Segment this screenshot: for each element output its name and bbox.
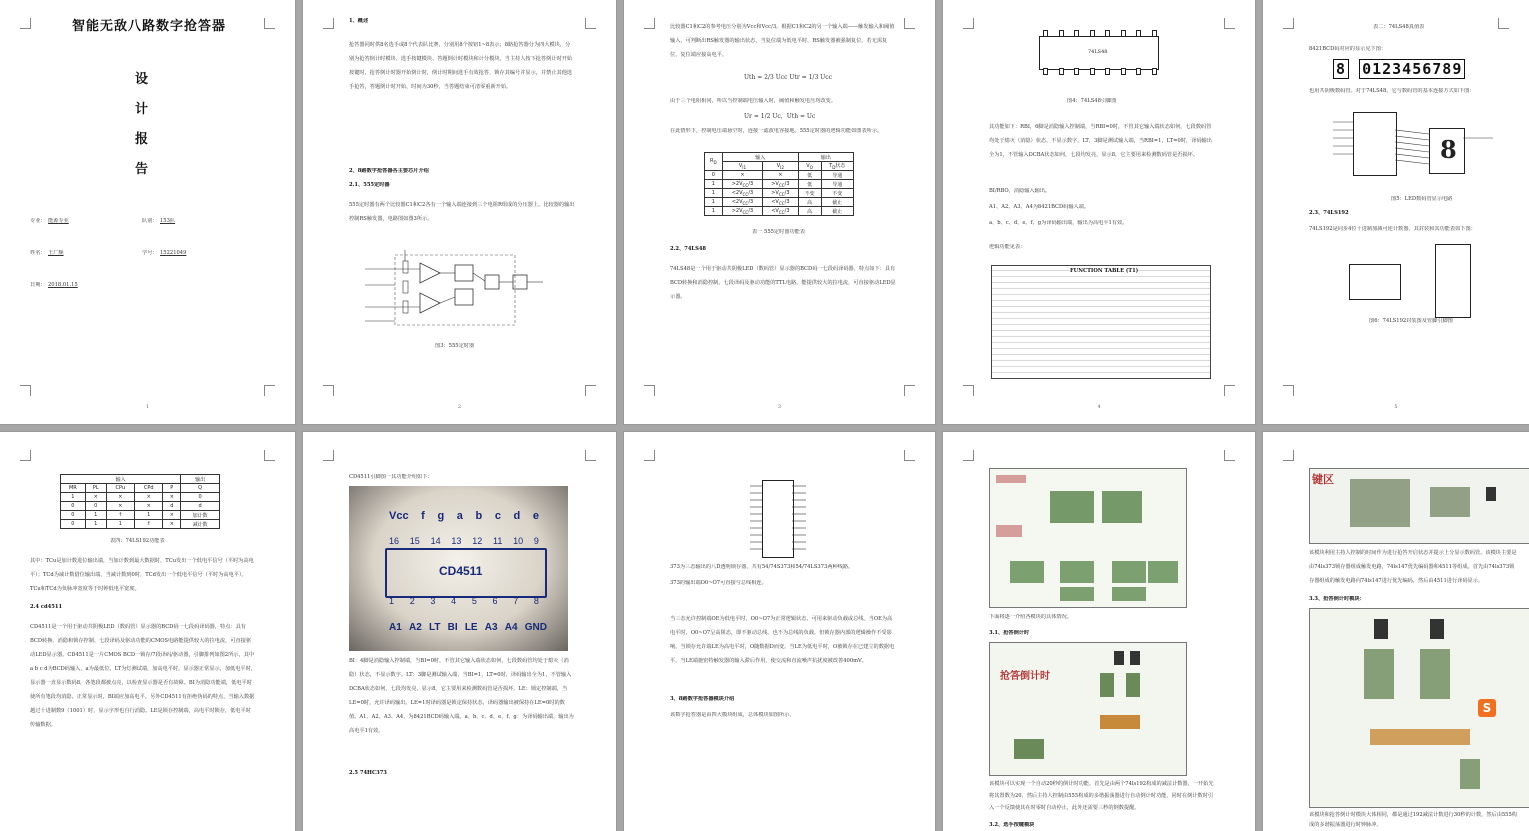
corner-mark: [323, 385, 334, 396]
pin-label-top-4: a: [456, 510, 463, 522]
heading-3-2: 3.2、选手按键模块: [989, 822, 1035, 828]
chip-label: CD4511: [439, 564, 483, 578]
pin-labels-bottom: [389, 622, 547, 633]
heading-overview: 1、概述: [349, 18, 369, 24]
name-label: 姓名：: [30, 250, 46, 256]
page-number: 5: [1394, 404, 1398, 410]
team-value: 153队: [160, 218, 176, 224]
heading-cd4511: 2.4 cd4511: [30, 604, 63, 610]
corner-mark: [1283, 385, 1294, 396]
text-cd4511: CD4511是一个用于驱动共阴极LED（数码管）显示器的BCD码一七段码译码器，特点：具有BCD转换、消隐和锁存控制、七段译码及驱动功能的CMOS电路能提供较大的拉电流，可直接驱动LED显示器。CD4511是一片CMOS BCD一锁存/7段译码/驱动器，引脚排列如图2所示，其中a b c d为BCD码输入，a为最低位。LT为灯测试端，加高电平时，显示器正常显示，加低电平时，显示器一直显示数码8，各笔段都被点亮，以检查显示器是否有故障。BI为消隐功能端，低电平时使所有笔段均消隐，正常显示时，BI端应加高电平。另外CD4511有拒绝伪码的特点，当输入数据越过十进制数9（1001）时，显示字形也自行消隐。LE是锁存控制端，高电平时锁存，低电平时传输数据。: [30, 624, 256, 728]
page-8[interactable]: [624, 432, 935, 831]
bullet-2: A1、A2、A3、A4为8421BCD码输入端。: [989, 204, 1090, 210]
pin-label-bottom-5: LE: [464, 622, 478, 633]
pin-label-top-1: Vcc: [389, 510, 409, 522]
page-number: 3: [777, 404, 782, 410]
heading-3-1: 3.1、抢答倒计时: [989, 630, 1030, 636]
page-1[interactable]: [0, 0, 295, 424]
pin-number-top-3: 14: [430, 536, 441, 546]
page-number: 4: [1097, 404, 1101, 410]
chip-pin-row: [1043, 30, 1157, 37]
circuit-555-diagram: [365, 245, 545, 335]
corner-mark: [264, 18, 275, 29]
page-6[interactable]: [0, 432, 295, 831]
cd4511-pin-text: CD4511引脚图一其功能介绍如下：: [349, 474, 433, 480]
pin-number-top-6: 11: [492, 536, 503, 546]
heading-74ls192: 2.3、74LS192: [1309, 210, 1349, 216]
pin-number-top-7: 10: [513, 536, 524, 546]
formula-1: Uth = 2/3 Ucc Utr = 1/3 Ucc: [744, 74, 832, 81]
heading-section-3: 3、8路数字抢答器模块介绍: [670, 696, 735, 702]
page-5[interactable]: [1263, 0, 1529, 424]
page-7[interactable]: [303, 432, 616, 831]
heading-section-2: 2、8路数字抢答器各主要芯片介绍: [349, 168, 429, 174]
74hc373-pins: [750, 480, 806, 558]
corner-mark: [1224, 385, 1235, 396]
pin-numbers-bottom: [389, 596, 539, 606]
pin-number-top-5: 12: [472, 536, 483, 546]
corner-mark: [1283, 18, 1294, 29]
mid-text: 由于三个电阻相同，所以当控制端电压输入时，阈值和触发电压均改变。: [670, 98, 837, 104]
corner-mark: [1224, 18, 1235, 29]
bullet-3: a、b、c、d、e、f、g为译码输出端，输出为高电平1有效。: [989, 220, 1128, 226]
pin-number-top-8: 9: [533, 536, 539, 546]
figure-3-caption: 图3：555定时器: [435, 343, 475, 349]
corner-mark: [963, 18, 974, 29]
74ls192-logic: [1435, 244, 1471, 318]
heading-74hc373: 2.5 74HC373: [349, 770, 387, 776]
chip-pin-row: [1043, 68, 1157, 75]
corner-mark: [20, 18, 31, 29]
text-74ls192: 74LS192是同步4位十进制加减可逆计数器，其封装和其功能表如下图：: [1309, 226, 1476, 232]
overview-text: 抢答器同时供8名选手或8个代表队比赛，分别用8个按钮1~8表示；8路抢答器分为四大模块，分别为抢答倒计时模块、选手按键模块、答题倒计时模块和计分模块。当主持人按下抢答倒计时开始按键时，抢答倒计时器开始倒计时，倒计时期间选手有效抢答，锁存其编号并显示，并禁止其他选手抢答，答题倒计时开始，时间为30秒，当答题结束可清零重新开始。: [349, 42, 573, 90]
page-number: 1: [145, 404, 150, 410]
module-intro: 下面将逐一介绍各模块的具体情况。: [989, 614, 1073, 620]
major-label: 专业：: [30, 218, 46, 224]
date-label: 日期：: [30, 282, 46, 288]
page-9[interactable]: [943, 432, 1255, 831]
pin-number-bottom-5: 5: [471, 596, 477, 606]
answer-countdown-text: 该模块和抢答倒计时模块大体相同，都是通过192减法计数进行30秒的计数，然后由555构成的多谐振荡器进行时钟脉冲。: [1309, 812, 1517, 828]
heading-555: 2.1、555定时器: [349, 182, 390, 188]
team-label: 队别：: [142, 218, 158, 224]
function-table-title: FUNCTION TABLE (T1): [1070, 268, 1139, 274]
table-4-caption: 表四：74LS192功能表: [110, 538, 165, 544]
answer-countdown-schematic: [1309, 608, 1529, 808]
corner-mark: [644, 385, 655, 396]
pin-label-top-2: f: [421, 510, 425, 522]
key-module-schematic: [1309, 468, 1529, 544]
pin-label-top-8: e: [532, 510, 539, 522]
corner-mark: [644, 18, 655, 29]
title-char-2: 计: [135, 102, 149, 117]
pin-label-top-3: g: [437, 510, 445, 522]
corner-mark: [585, 450, 596, 461]
cd4511-function-text: BI：4脚是消隐输入控制端，当BI=0时，不管其它输入端状态如何，七段数码管均处于熄灭（消隐）状态，不显示数字。LT：3脚是测试输入端，当BI=1，LT=0时，译码输出全为1，不管输入DCBA状态如何，七段均发亮，显示8。它主要用来检测数码管是否损坏。LE：锁定控制端，当LE=0时，允许译码输出。LE=1时译码器是锁定保持状态，译码器输出被保持在LE=0时的数值。A1、A2、A3、A4、为8421BCD码输入端。a、b、c、d、e、f、g：为译码输出端，输出为高电平1有效。: [349, 658, 574, 734]
title-char-3: 报: [135, 132, 149, 147]
counter-text: 其中：TCu是加计数进位输出端，当加计数到最大数据时，TCu发出一个低电平信号（平时为高电平）；TCd为减计数借位输出端，当减计数到0时，TCd发出一个低电平信号（平时为高电平）。TCu和TCd为负脉冲宽度等于时钟低电平宽度。: [30, 558, 254, 592]
corner-mark: [1224, 450, 1235, 461]
figure-5-caption: 图5：LED数码管显示电路: [1391, 196, 1453, 202]
heading-3-3: 3.3、抢答倒计时模块：: [1309, 596, 1365, 602]
top-text: 比较器C1和C2的参考电压分别为Vcc和Vcc/3。根据C1和C2的另一个输入端——触发输入和阈值输入，可判断出RS触发器的输出状态，当复位端为低电平时，RS触发器被强制复位，若无需复位，复位端应接高电平。: [670, 24, 895, 58]
heading-74ls48: 2.2、74LS48: [670, 246, 707, 252]
pin-number-top-4: 13: [451, 536, 462, 546]
key-module-text: 该模块利用主持人控制的时间作为进行抢答开启状态并提示上分显示数码管。该模块主要是由74ls373锁存器组成触发电路，74ls147优先编码器和4511等组成。首先由74ls373锁存器组成的触发电路向74ls147进行优先编码，然后由4511进行译码显示。: [1309, 550, 1517, 584]
function-text: 其功能如下：RBI，6脚是消隐输入控制端，当RBI=0时，不管其它输入端状态如何，七段数码管均处于熄灭（消隐）状态，不显示数字。LT，3脚是测试输入端，当RBI=1，LT=0时，译码输出全为1，不管输入DCBA状态如何，七段均发亮，显示8。它主要用来检测数码管是否损坏。: [989, 124, 1212, 158]
bcd-display-text: 8421BCD码对应的显示见下图：: [1309, 46, 1387, 52]
cd4511-photo: [349, 486, 568, 651]
connection-text: 也用共阴极数码管。对于74LS48，它与数码管的基本连接方式如下图：: [1309, 88, 1475, 94]
countdown-title: 抢答倒计时: [1000, 671, 1050, 682]
led-display: 8: [1429, 128, 1465, 174]
page-10[interactable]: [1263, 432, 1529, 831]
name-value: 王广顺: [48, 250, 64, 256]
page-3[interactable]: [624, 0, 935, 424]
pin-number-bottom-6: 6: [492, 596, 498, 606]
pin-label-bottom-6: A3: [484, 622, 498, 633]
page-number: 2: [457, 404, 462, 410]
corner-mark: [264, 385, 275, 396]
pin-number-bottom-7: 7: [513, 596, 519, 606]
74ls192-chip: [1349, 264, 1401, 300]
id-value: 15221049: [160, 250, 187, 256]
corner-mark: [1283, 450, 1294, 461]
pin-number-bottom-4: 4: [451, 596, 457, 606]
corner-mark: [20, 385, 31, 396]
corner-mark: [963, 385, 974, 396]
pin-number-bottom-1: 1: [389, 596, 395, 606]
major-value: 能源专业: [48, 218, 69, 224]
page-4[interactable]: [943, 0, 1255, 424]
corner-mark: [644, 450, 655, 461]
pin-number-bottom-8: 8: [533, 596, 539, 606]
corner-mark: [585, 385, 596, 396]
after-text: 在此情形下，控制电压端悬空时，连接一滤波电容接地。555定时器的逻辑功能如图表所示。: [670, 128, 883, 134]
74ls192-function-table: 输入 输出 MR PL CPu CPd P Q 1 × × × × 0 0 0 × × d d 0 1 ↑ 1 × 加计数 0 1 1 ↑ × 减计数: [60, 474, 220, 529]
bullet-1: BI/RBO，消隐输入输出。: [989, 188, 1051, 194]
text-373-3: 当三态允许控制端OE为低电平时，O0~O7为正常逻辑状态，可用来驱动负载或总线。当OE为高电平时，O0~O7呈高阻态，即不驱动总线，也不为总线的负载，但锁存器内部的逻辑操作不受影响。当锁存允许端LE为高电平时，O随数据D而变。当LE为低电平时，O被锁存在已建立的数据电平。当LE端施密特触发器的输入滞后作用，使交流和直流噪声抗扰度被改善400mV。: [670, 616, 895, 664]
page-2[interactable]: [303, 0, 616, 424]
sogou-icon[interactable]: S: [1478, 699, 1496, 717]
top-caption: 表二：74LS48真值表: [1373, 24, 1425, 30]
title-char-1: 设: [135, 72, 149, 87]
digits-0-9: 0123456789: [1359, 59, 1465, 79]
id-label: 学号：: [142, 250, 158, 256]
key-area-title: 键区: [1312, 473, 1334, 486]
pin-number-bottom-3: 3: [430, 596, 436, 606]
cd4511-chip-outline: [385, 548, 547, 598]
pin-number-top-1: 16: [389, 536, 400, 546]
corner-mark: [904, 18, 915, 29]
corner-mark: [323, 450, 334, 461]
function-table-image: [991, 265, 1211, 379]
title-char-4: 告: [135, 162, 149, 177]
corner-mark: [585, 18, 596, 29]
corner-mark: [323, 18, 334, 29]
pin-number-top-2: 15: [409, 536, 420, 546]
table-1-caption: 表一 555定时器功能表: [752, 229, 806, 235]
pin-label-bottom-7: A4: [504, 622, 518, 633]
corner-mark: [904, 450, 915, 461]
text-373-2: 373的输出端O0~O7可直接与总线相连。: [670, 580, 767, 586]
corner-mark: [20, 450, 31, 461]
figure-6-caption: 图6：74LS192封装图及管脚引脚图: [1369, 318, 1453, 324]
corner-mark: [1498, 18, 1509, 29]
formula-2: Ur = 1/2 Uc，Uth = Uc: [744, 113, 816, 120]
document-title: 智能无敌八路数字抢答器: [72, 19, 227, 34]
countdown-schematic: [989, 642, 1187, 776]
text-373-4: 该数字抢答器是由四大模块组成，总体模块如图所示。: [670, 712, 795, 718]
text-74ls48: 74LS48是一个用于驱动共阴极LED（数码管）显示器的BCD码一七段码译码器，特点如下：具有BCD转换和消隐控制、七段译码及驱动功能的TTL电路，能提供较大的拉电流，可直接驱动LED显示器。: [670, 266, 896, 300]
corner-mark: [264, 450, 275, 461]
pin-label-top-6: c: [494, 510, 501, 522]
corner-mark: [963, 450, 974, 461]
pin-label-top-7: d: [513, 510, 521, 522]
countdown-text: 该模块可以实现一个自动20秒的倒计时功能。首先是由两个74ls192构成的减法计数器，一开始先将其置数为20，然后主持人控制由555构成的多谐振荡器进行自动倒计时功能，同时在倒计数时引入一个反馈使其在时零时自动停止，此外还需要三秒的倒数提醒。: [989, 781, 1214, 811]
pin-label-bottom-8: GND: [524, 622, 547, 633]
pin-labels-top: [389, 510, 539, 522]
pin-label-bottom-4: BI: [447, 622, 458, 633]
figure-4-caption: 图4：74LS48引脚图: [1067, 98, 1117, 104]
logic-title: 逻辑功能见表：: [989, 244, 1026, 250]
text-373-1: 373为三态输出的八D透明锁存器，共有54/74S373和54/74LS373两种线路。: [670, 564, 854, 570]
seven-segment-digits: 8 0123456789: [1333, 60, 1465, 78]
pin-label-top-5: b: [475, 510, 483, 522]
pin-number-bottom-2: 2: [409, 596, 415, 606]
corner-mark: [904, 385, 915, 396]
pin-label-bottom-2: A2: [408, 622, 422, 633]
pin-numbers-top: [389, 536, 539, 546]
date-value: 2018.01.15: [48, 282, 78, 288]
pin-label-bottom-1: A1: [389, 622, 402, 633]
555-function-table: $R_D$ 输入 输出 $V_{I1}$ $V_{I2}$ $V_O$ $T_D$状态 0 × × 低 导通 1 $>2V_{CC}/3$ $>V_{CC}/3$ 低 导通 1 $<2V_{CC}/3$ $>V_{CC}/3$ 不变 不变 1 $<2V_{CC}/3$ $<V_{CC}/3$ 高 截止 1 $>2V_{CC}/3$ $<V_{CC}/3$ 高 截止: [704, 152, 854, 216]
pin-label-bottom-3: LT: [428, 622, 441, 633]
led-wiring: [1333, 112, 1503, 182]
74ls48-chip: 74LS48: [1039, 36, 1159, 70]
overall-schematic: [989, 468, 1187, 608]
text-555: 555定时器有两个比较器C1和C2各有一个输入端连接到三个电阻R组成的分压器上。比较器的输出控制RS触发器，电路图如图3所示。: [349, 202, 575, 222]
